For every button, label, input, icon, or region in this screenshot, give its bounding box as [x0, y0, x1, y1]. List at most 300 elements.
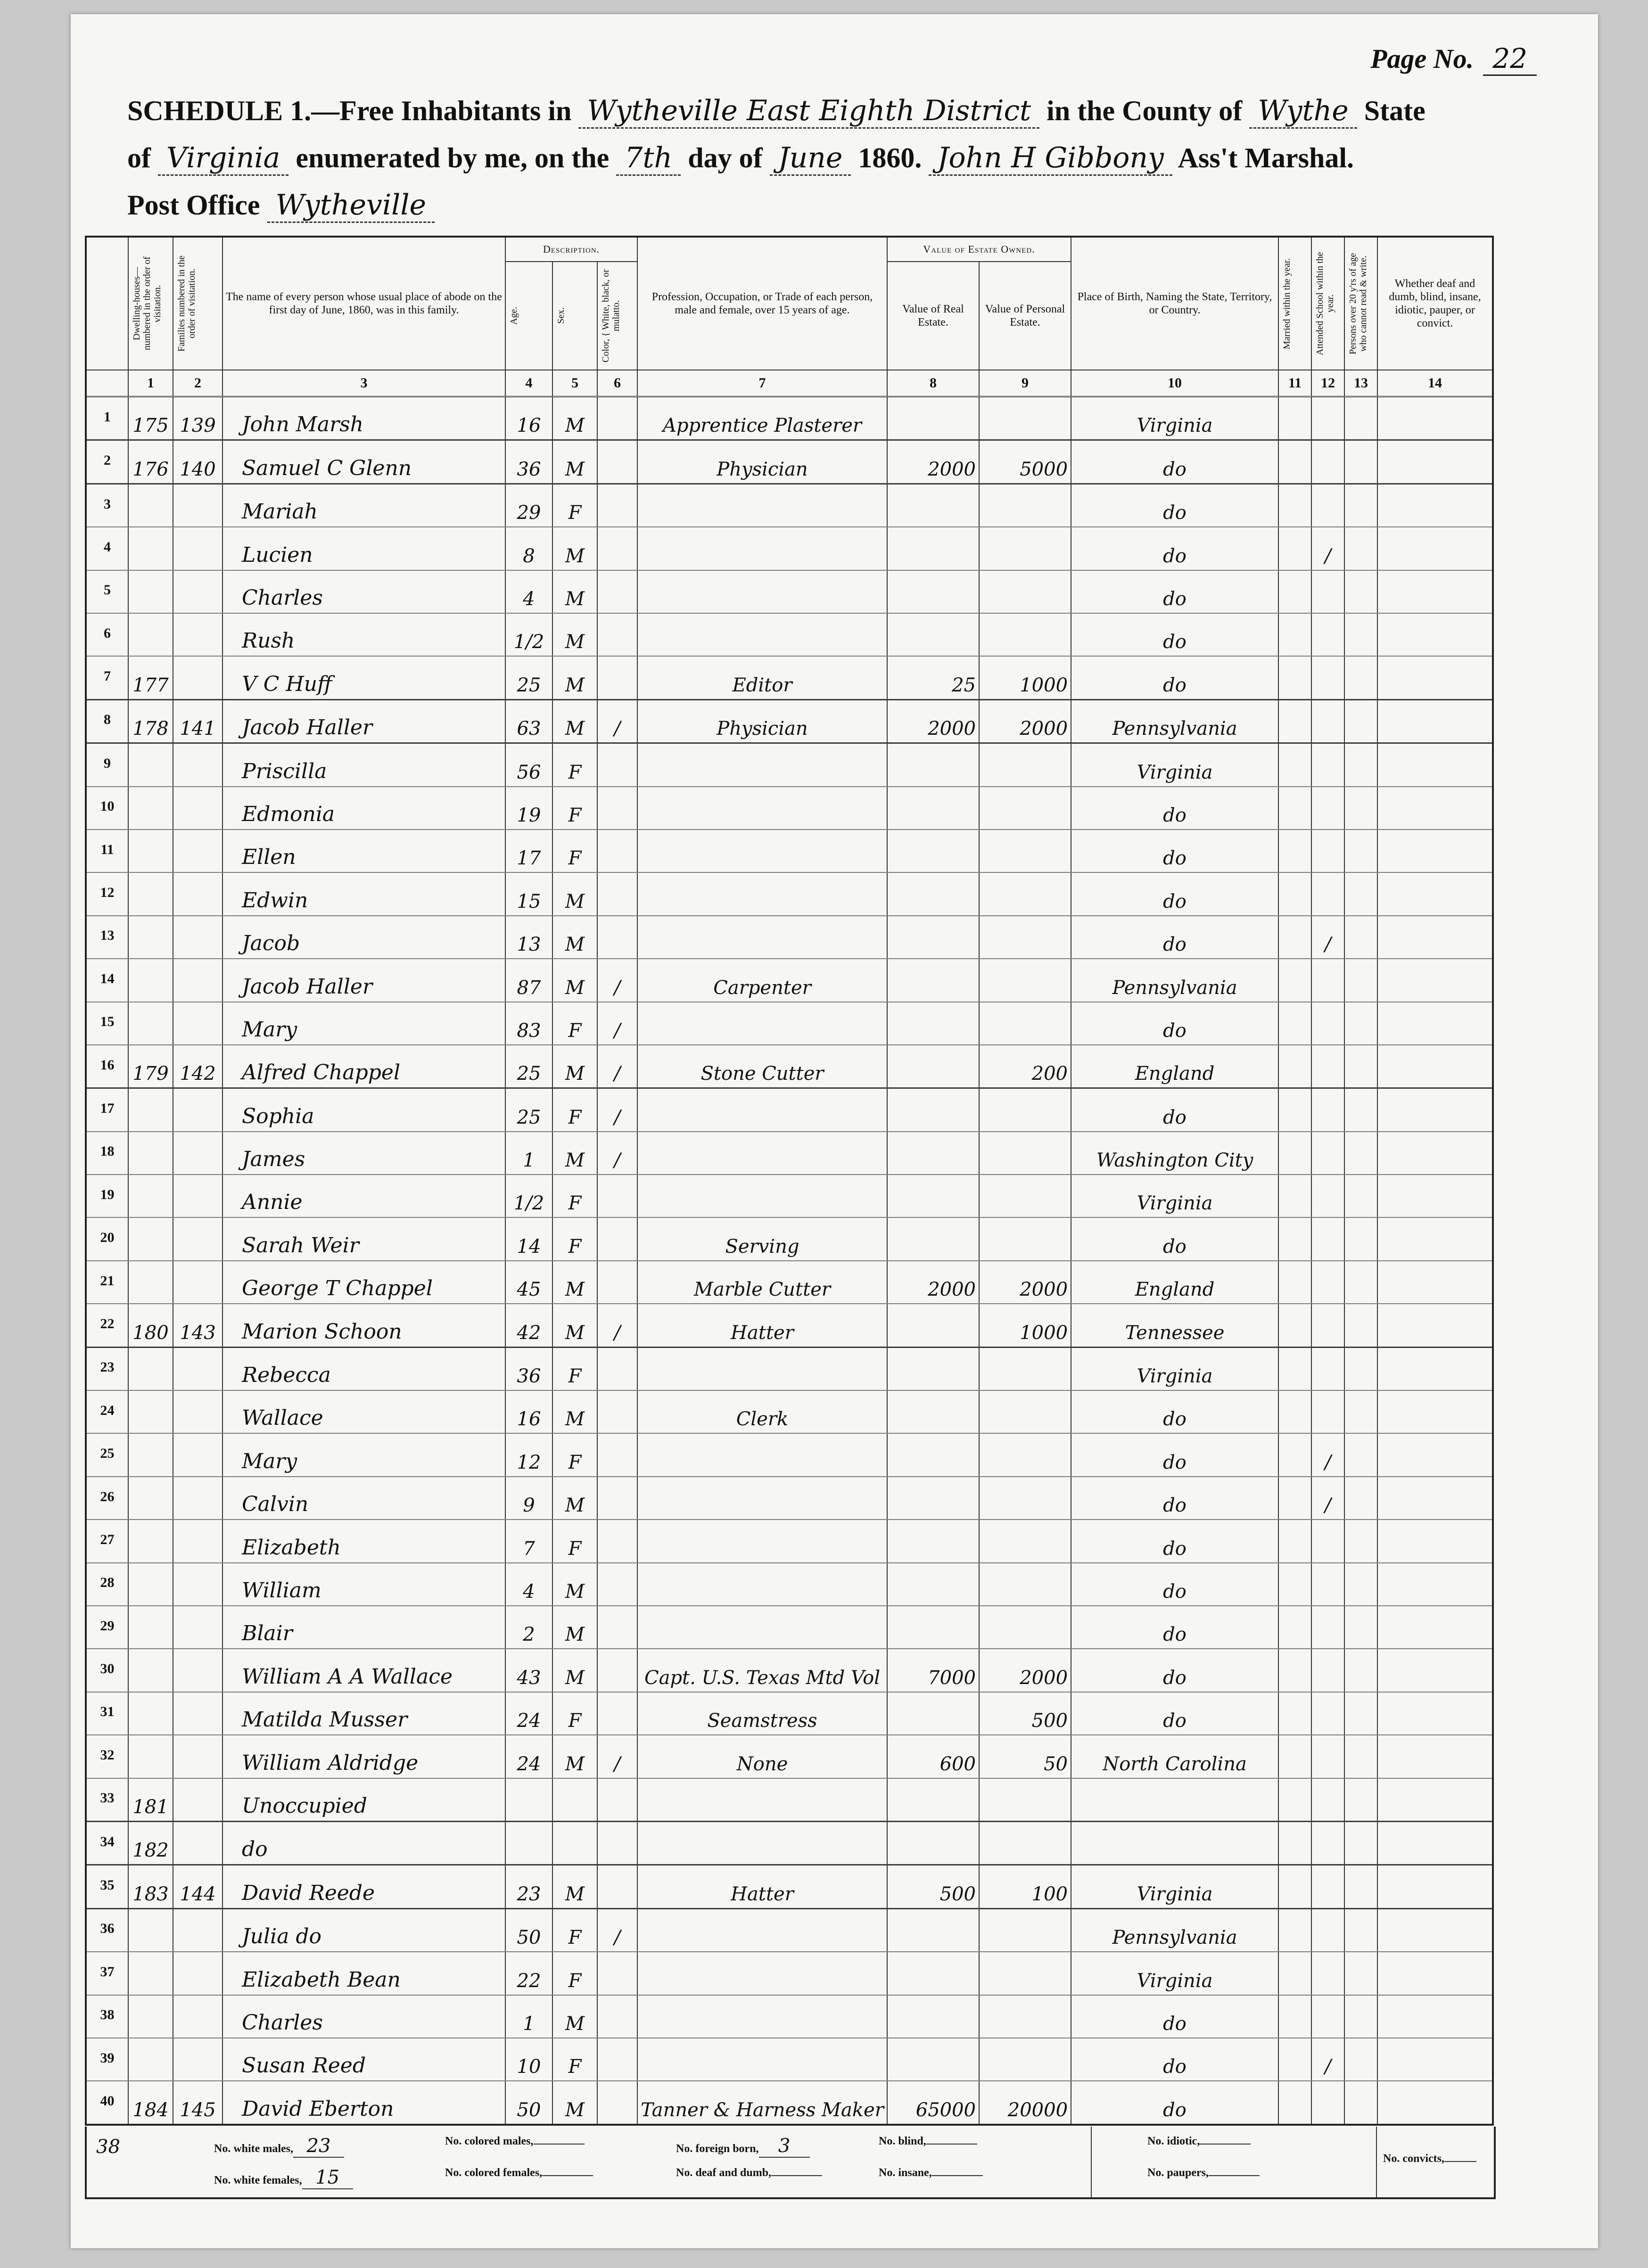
attended-school — [1311, 570, 1344, 613]
year-value: 1860. — [858, 142, 922, 173]
line-number: 12 — [86, 872, 128, 915]
cannot-read-write — [1344, 1433, 1377, 1476]
attended-school — [1311, 613, 1344, 656]
age: 83 — [505, 1002, 552, 1045]
person-name: Priscilla — [222, 743, 505, 787]
cannot-read-write — [1344, 1132, 1377, 1175]
line-number: 11 — [86, 830, 128, 872]
personal-estate-value — [979, 1088, 1071, 1132]
sex: F — [552, 1908, 597, 1952]
line-number: 19 — [86, 1175, 128, 1217]
real-estate-value — [887, 1520, 979, 1562]
census-table — [85, 236, 1494, 2126]
line-number: 15 — [86, 1002, 128, 1045]
table-row — [86, 656, 1493, 699]
age: 16 — [505, 397, 552, 440]
cannot-read-write — [1344, 1261, 1377, 1304]
birthplace: Pennsylvania — [1071, 959, 1278, 1002]
line-number: 27 — [86, 1520, 128, 1562]
person-name: Rush — [222, 613, 505, 656]
real-estate-value — [887, 1778, 979, 1822]
real-estate-value — [887, 527, 979, 570]
attended-school — [1311, 1347, 1344, 1390]
line-number: 26 — [86, 1477, 128, 1520]
dwelling-number — [128, 527, 173, 570]
col-dwelling-header: Dwelling-houses—numbered in the order of visitation. — [128, 237, 173, 370]
person-name: Wallace — [222, 1390, 505, 1433]
col-age-header: Age. — [505, 262, 552, 370]
color: / — [597, 959, 637, 1002]
dwelling-number — [128, 1347, 173, 1390]
cannot-read-write — [1344, 570, 1377, 613]
married-within-year — [1278, 1002, 1311, 1045]
dwelling-number: 177 — [128, 656, 173, 699]
cannot-read-write — [1344, 830, 1377, 872]
col-married-header: Married within the year. — [1278, 237, 1311, 370]
real-estate-value: 65000 — [887, 2081, 979, 2125]
person-name: David Eberton — [222, 2081, 505, 2125]
census-rows — [86, 397, 1493, 2125]
family-number — [173, 1347, 222, 1390]
attended-school — [1311, 1995, 1344, 2038]
color — [597, 1217, 637, 1260]
occupation — [637, 1995, 887, 2038]
family-number — [173, 1735, 222, 1778]
table-row — [86, 527, 1493, 570]
cannot-read-write — [1344, 916, 1377, 959]
occupation — [637, 1433, 887, 1476]
personal-estate-value — [979, 1132, 1071, 1175]
condition — [1377, 656, 1493, 699]
age: 36 — [505, 440, 552, 484]
sex: M — [552, 1865, 597, 1908]
personal-estate-value — [979, 1433, 1071, 1476]
col-name-header: The name of every person whose usual place of abode on the first day of June, 1860, was in this family. — [222, 237, 505, 370]
person-name: Ellen — [222, 830, 505, 872]
cannot-read-write — [1344, 1088, 1377, 1132]
married-within-year — [1278, 916, 1311, 959]
color — [597, 2081, 637, 2125]
family-number — [173, 743, 222, 787]
personal-estate-value: 200 — [979, 1045, 1071, 1088]
condition — [1377, 959, 1493, 1002]
married-within-year — [1278, 699, 1311, 743]
family-number — [173, 872, 222, 915]
personal-estate-value — [979, 2038, 1071, 2081]
person-name: Sarah Weir — [222, 1217, 505, 1260]
line-number: 40 — [86, 2081, 128, 2125]
idiotic-count: No. idiotic, — [1147, 2135, 1251, 2148]
condition — [1377, 1261, 1493, 1304]
line-number: 28 — [86, 1563, 128, 1606]
real-estate-value — [887, 1563, 979, 1606]
family-number — [173, 1433, 222, 1476]
color — [597, 1649, 637, 1692]
family-number — [173, 1477, 222, 1520]
age: 42 — [505, 1304, 552, 1347]
personal-estate-value — [979, 397, 1071, 440]
married-within-year — [1278, 570, 1311, 613]
birthplace: do — [1071, 872, 1278, 915]
cannot-read-write — [1344, 1606, 1377, 1649]
dwelling-number — [128, 743, 173, 787]
real-estate-value — [887, 1821, 979, 1865]
occupation — [637, 1002, 887, 1045]
age: 13 — [505, 916, 552, 959]
married-within-year — [1278, 830, 1311, 872]
white-females-count: No. white females, 15 — [214, 2167, 353, 2189]
table-row — [86, 484, 1493, 527]
person-name: John Marsh — [222, 397, 505, 440]
color — [597, 1865, 637, 1908]
color — [597, 872, 637, 915]
family-number — [173, 1952, 222, 1995]
sex: F — [552, 787, 597, 830]
occupation — [637, 872, 887, 915]
condition — [1377, 527, 1493, 570]
age: 36 — [505, 1347, 552, 1390]
state-value: Virginia — [158, 141, 288, 176]
person-name: Lucien — [222, 527, 505, 570]
birthplace: do — [1071, 613, 1278, 656]
real-estate-value — [887, 1347, 979, 1390]
attended-school — [1311, 656, 1344, 699]
line-number: 30 — [86, 1649, 128, 1692]
table-row — [86, 1865, 1493, 1908]
personal-estate-value: 20000 — [979, 2081, 1071, 2125]
line-number: 18 — [86, 1132, 128, 1175]
occupation — [637, 1132, 887, 1175]
table-row — [86, 440, 1493, 484]
family-number — [173, 1778, 222, 1822]
cannot-read-write — [1344, 1865, 1377, 1908]
age: 25 — [505, 656, 552, 699]
condition — [1377, 1649, 1493, 1692]
cannot-read-write — [1344, 2081, 1377, 2125]
occupation — [637, 1477, 887, 1520]
family-number: 141 — [173, 699, 222, 743]
table-row — [86, 1952, 1493, 1995]
birthplace: do — [1071, 2038, 1278, 2081]
person-name: Edwin — [222, 872, 505, 915]
cannot-read-write — [1344, 1477, 1377, 1520]
condition — [1377, 613, 1493, 656]
dwelling-number — [128, 613, 173, 656]
person-name: Unoccupied — [222, 1778, 505, 1822]
personal-estate-value — [979, 1563, 1071, 1606]
dwelling-number: 184 — [128, 2081, 173, 2125]
person-name: Edmonia — [222, 787, 505, 830]
sex: M — [552, 916, 597, 959]
condition — [1377, 484, 1493, 527]
real-estate-value: 2000 — [887, 440, 979, 484]
cannot-read-write — [1344, 1735, 1377, 1778]
footer-note: 38 — [96, 2136, 120, 2158]
county-value: Wythe — [1249, 94, 1357, 129]
color: / — [597, 1002, 637, 1045]
personal-estate-value: 50 — [979, 1735, 1071, 1778]
age: 1 — [505, 1132, 552, 1175]
condition — [1377, 916, 1493, 959]
attended-school — [1311, 1002, 1344, 1045]
day-value: 7th — [616, 141, 681, 176]
age: 10 — [505, 2038, 552, 2081]
dwelling-number — [128, 1477, 173, 1520]
cannot-read-write — [1344, 1347, 1377, 1390]
birthplace — [1071, 1821, 1278, 1865]
family-number — [173, 2038, 222, 2081]
attended-school — [1311, 1865, 1344, 1908]
family-number: 142 — [173, 1045, 222, 1088]
occupation: Seamstress — [637, 1692, 887, 1735]
dwelling-number — [128, 830, 173, 872]
sex: M — [552, 1735, 597, 1778]
married-within-year — [1278, 1520, 1311, 1562]
convicts-count: No. convicts, — [1383, 2153, 1476, 2165]
person-name: Elizabeth Bean — [222, 1952, 505, 1995]
line-number: 29 — [86, 1606, 128, 1649]
occupation: Tanner & Harness Maker — [637, 2081, 887, 2125]
table-row — [86, 1908, 1493, 1952]
table-row — [86, 1304, 1493, 1347]
condition — [1377, 699, 1493, 743]
color: / — [597, 699, 637, 743]
person-name: Calvin — [222, 1477, 505, 1520]
personal-estate-value — [979, 1821, 1071, 1865]
person-name: Charles — [222, 1995, 505, 2038]
dwelling-number — [128, 1002, 173, 1045]
occupation: Serving — [637, 1217, 887, 1260]
family-number: 143 — [173, 1304, 222, 1347]
person-name: Elizabeth — [222, 1520, 505, 1562]
cannot-read-write — [1344, 2038, 1377, 2081]
occupation — [637, 527, 887, 570]
attended-school: / — [1311, 1433, 1344, 1476]
family-number: 139 — [173, 397, 222, 440]
dwelling-number — [128, 1217, 173, 1260]
attended-school — [1311, 1692, 1344, 1735]
line-number: 17 — [86, 1088, 128, 1132]
line-number: 37 — [86, 1952, 128, 1995]
cannot-read-write — [1344, 1304, 1377, 1347]
table-row — [86, 1995, 1493, 2038]
occupation — [637, 743, 887, 787]
age: 1/2 — [505, 1175, 552, 1217]
person-name: Matilda Musser — [222, 1692, 505, 1735]
table-row — [86, 1088, 1493, 1132]
married-within-year — [1278, 1175, 1311, 1217]
table-row — [86, 397, 1493, 440]
family-number — [173, 1217, 222, 1260]
condition — [1377, 1821, 1493, 1865]
dwelling-number — [128, 872, 173, 915]
personal-estate-value: 2000 — [979, 699, 1071, 743]
birthplace: do — [1071, 2081, 1278, 2125]
line-number: 8 — [86, 699, 128, 743]
condition — [1377, 2038, 1493, 2081]
family-number — [173, 1132, 222, 1175]
page-number-label: Page No. — [1370, 43, 1474, 74]
family-number — [173, 1390, 222, 1433]
age: 45 — [505, 1261, 552, 1304]
personal-estate-value — [979, 484, 1071, 527]
line-number: 38 — [86, 1995, 128, 2038]
family-number: 140 — [173, 440, 222, 484]
person-name: Mary — [222, 1433, 505, 1476]
condition — [1377, 1952, 1493, 1995]
birthplace: do — [1071, 1692, 1278, 1735]
sex: M — [552, 570, 597, 613]
table-row — [86, 1175, 1493, 1217]
color — [597, 1175, 637, 1217]
dwelling-number — [128, 1563, 173, 1606]
sex: M — [552, 1304, 597, 1347]
married-within-year — [1278, 1606, 1311, 1649]
married-within-year — [1278, 1132, 1311, 1175]
attended-school — [1311, 1821, 1344, 1865]
condition — [1377, 1217, 1493, 1260]
line-number: 39 — [86, 2038, 128, 2081]
condition — [1377, 1390, 1493, 1433]
dwelling-number — [128, 916, 173, 959]
attended-school — [1311, 1217, 1344, 1260]
dwelling-number — [128, 1261, 173, 1304]
line-number: 3 — [86, 484, 128, 527]
real-estate-value — [887, 1477, 979, 1520]
cannot-read-write — [1344, 1217, 1377, 1260]
age: 1 — [505, 1995, 552, 2038]
sex: M — [552, 1563, 597, 1606]
dwelling-number — [128, 1088, 173, 1132]
age: 4 — [505, 570, 552, 613]
occupation — [637, 1778, 887, 1822]
birthplace: do — [1071, 1002, 1278, 1045]
birthplace: do — [1071, 1563, 1278, 1606]
family-number — [173, 527, 222, 570]
real-estate-value — [887, 570, 979, 613]
cannot-read-write — [1344, 959, 1377, 1002]
district-value: Wytheville East Eighth District — [578, 94, 1039, 129]
personal-estate-value — [979, 743, 1071, 787]
person-name: Annie — [222, 1175, 505, 1217]
table-row — [86, 1433, 1493, 1476]
real-estate-value — [887, 1217, 979, 1260]
table-row — [86, 1390, 1493, 1433]
attended-school — [1311, 397, 1344, 440]
column-number: 10 — [1071, 370, 1278, 397]
family-number — [173, 656, 222, 699]
col-sex-header: Sex. — [552, 262, 597, 370]
birthplace: do — [1071, 1390, 1278, 1433]
married-within-year — [1278, 2081, 1311, 2125]
person-name: Jacob — [222, 916, 505, 959]
family-number: 144 — [173, 1865, 222, 1908]
dwelling-number — [128, 2038, 173, 2081]
personal-estate-value — [979, 1002, 1071, 1045]
line-number: 4 — [86, 527, 128, 570]
occupation — [637, 1175, 887, 1217]
married-within-year — [1278, 1088, 1311, 1132]
cannot-read-write — [1344, 1045, 1377, 1088]
condition — [1377, 787, 1493, 830]
real-estate-value — [887, 1692, 979, 1735]
real-estate-value — [887, 1175, 979, 1217]
dwelling-number: 176 — [128, 440, 173, 484]
occupation: Physician — [637, 699, 887, 743]
family-number — [173, 1088, 222, 1132]
family-number: 145 — [173, 2081, 222, 2125]
real-estate-value: 2000 — [887, 1261, 979, 1304]
condition — [1377, 1865, 1493, 1908]
estate-group-header: Value of Estate Owned. — [887, 237, 1071, 262]
attended-school — [1311, 440, 1344, 484]
schedule-title: SCHEDULE 1.—Free Inhabitants in — [127, 95, 572, 126]
married-within-year — [1278, 484, 1311, 527]
day-of-label: day of — [688, 142, 763, 173]
table-row — [86, 1520, 1493, 1562]
sex: F — [552, 1433, 597, 1476]
cannot-read-write — [1344, 787, 1377, 830]
personal-estate-value: 1000 — [979, 656, 1071, 699]
column-number: 1 — [128, 370, 173, 397]
table-row — [86, 916, 1493, 959]
col-condition-header: Whether deaf and dumb, blind, insane, idiotic, pauper, or convict. — [1377, 237, 1493, 370]
condition — [1377, 1606, 1493, 1649]
sex: F — [552, 1952, 597, 1995]
sex: M — [552, 1995, 597, 2038]
condition — [1377, 1778, 1493, 1822]
dwelling-number — [128, 570, 173, 613]
color: / — [597, 1045, 637, 1088]
line-number: 6 — [86, 613, 128, 656]
color — [597, 1778, 637, 1822]
attended-school — [1311, 1778, 1344, 1822]
occupation: Marble Cutter — [637, 1261, 887, 1304]
occupation — [637, 570, 887, 613]
col-school-header: Attended School within the year. — [1311, 237, 1344, 370]
color — [597, 1520, 637, 1562]
paupers-count: No. paupers, — [1147, 2167, 1260, 2179]
cannot-read-write — [1344, 613, 1377, 656]
sex: M — [552, 440, 597, 484]
birthplace: do — [1071, 1995, 1278, 2038]
line-number: 13 — [86, 916, 128, 959]
condition — [1377, 1563, 1493, 1606]
post-office-value: Wytheville — [267, 189, 435, 223]
married-within-year — [1278, 1778, 1311, 1822]
dwelling-number — [128, 1132, 173, 1175]
personal-estate-value — [979, 787, 1071, 830]
age: 16 — [505, 1390, 552, 1433]
attended-school — [1311, 1261, 1344, 1304]
table-row — [86, 872, 1493, 915]
personal-estate-value: 100 — [979, 1865, 1071, 1908]
col-literacy-header: Persons over 20 y'rs of age who cannot read & write. — [1344, 237, 1377, 370]
occupation: Capt. U.S. Texas Mtd Vol — [637, 1649, 887, 1692]
age: 14 — [505, 1217, 552, 1260]
attended-school: / — [1311, 916, 1344, 959]
summary-footer — [85, 2127, 1496, 2199]
dwelling-number — [128, 1433, 173, 1476]
line-number: 25 — [86, 1433, 128, 1476]
cannot-read-write — [1344, 397, 1377, 440]
birthplace: England — [1071, 1045, 1278, 1088]
birthplace: do — [1071, 1477, 1278, 1520]
birthplace: Washington City — [1071, 1132, 1278, 1175]
birthplace: do — [1071, 1649, 1278, 1692]
age: 87 — [505, 959, 552, 1002]
foreign-born-count: No. foreign born, 3 — [676, 2135, 810, 2158]
